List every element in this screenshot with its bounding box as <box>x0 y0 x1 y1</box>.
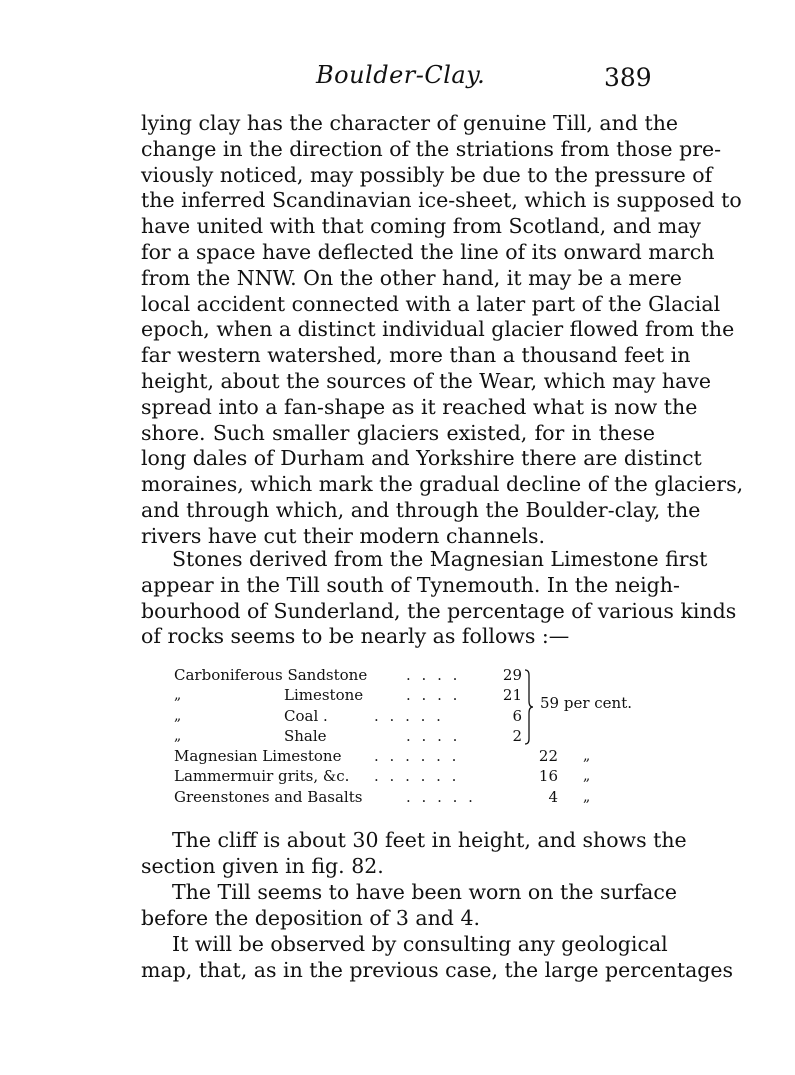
percentage-value: 4 <box>548 787 558 806</box>
text-line: rivers have cut their modern channels. <box>141 523 546 548</box>
dot-leaders: . . . . <box>406 666 461 684</box>
percentage-value: 29 <box>502 666 522 684</box>
text-line: map, that, as in the previous case, the large percentages <box>141 957 734 982</box>
text-line: local accident connected with a later part of the Glacial <box>141 291 721 316</box>
text-line: and through which, and through the Boulder-clay, the <box>141 497 701 522</box>
paragraph-3 <box>141 828 687 880</box>
group-total-label: 59 per cent. <box>540 694 633 712</box>
percentage-value: 22 <box>538 747 558 766</box>
percentage-value: 21 <box>502 686 522 705</box>
text-line: Stones derived from the Magnesian Limestone first <box>172 547 708 571</box>
rock-name: Magnesian Limestone <box>174 747 342 766</box>
ditto-per-cent: „ <box>583 748 591 765</box>
text-line: bourhood of Sunderland, the percentage of various kinds <box>141 598 737 623</box>
dot-leaders: . . . . . . <box>374 747 460 766</box>
percentage-value: 16 <box>538 767 558 786</box>
text-line: before the deposition of 3 and 4. <box>141 905 481 930</box>
text-line: from the NNW. On the other hand, it may be a mere <box>141 265 682 290</box>
dot-leaders: . . . . . . <box>374 767 460 786</box>
text-line: lying clay has the character of genuine Till, and the <box>141 111 679 135</box>
rock-percentage-table <box>174 665 644 807</box>
paragraph-2 <box>141 547 737 650</box>
table-row <box>174 726 644 746</box>
dot-leaders: . . . . <box>406 686 461 705</box>
text-line: moraines, which mark the gradual decline of the glaciers, <box>141 472 744 497</box>
dot-leaders: . . . . . <box>406 787 476 806</box>
text-line: long dales of Durham and Yorkshire there are distinct <box>141 446 702 471</box>
dot-leaders: . . . . <box>406 726 461 745</box>
table-row <box>174 787 644 807</box>
rock-name: Lammermuir grits, &c. <box>174 767 350 786</box>
table-row <box>174 746 644 766</box>
paragraph-4 <box>141 880 678 932</box>
right-brace-icon <box>524 669 534 745</box>
paragraph-5 <box>141 932 734 984</box>
rock-name: Coal . <box>284 706 328 725</box>
text-line: spread into a fan-shape as it reached what is now the <box>141 394 698 419</box>
text-line: epoch, when a distinct individual glacier flowed from the <box>141 317 735 342</box>
text-line: change in the direction of the striations from those pre- <box>141 136 722 161</box>
rock-name: Carboniferous Sandstone <box>174 666 368 684</box>
text-line: the inferred Scandinavian ice-sheet, which is supposed to <box>141 188 742 213</box>
rock-name: Shale <box>284 726 327 745</box>
text-line: section given in fig. 82. <box>141 853 384 878</box>
percentage-value: 2 <box>512 726 522 745</box>
text-line: shore. Such smaller glaciers existed, for in these <box>141 420 655 445</box>
table-row <box>174 766 644 786</box>
page-number: 389 <box>604 63 652 92</box>
table-row <box>174 665 644 685</box>
text-line: for a space have deflected the line of its onward march <box>141 239 715 264</box>
dot-leaders: . . . . . <box>374 706 444 725</box>
ditto-mark: „ <box>174 687 182 704</box>
text-line: far western watershed, more than a thousand feet in <box>141 343 691 368</box>
running-title: Boulder-Clay. <box>316 61 486 89</box>
text-line: The Till seems to have been worn on the surface <box>172 880 678 904</box>
ditto-mark: „ <box>174 727 182 744</box>
rock-name: Limestone <box>284 686 364 705</box>
ditto-per-cent: „ <box>583 788 591 805</box>
rock-name: Greenstones and Basalts <box>174 787 363 806</box>
text-line: appear in the Till south of Tynemouth. In the neigh- <box>141 572 680 597</box>
text-line: height, about the sources of the Wear, which may have <box>141 368 712 393</box>
text-line: The cliff is about 30 feet in height, and shows the <box>172 828 687 852</box>
text-line: have united with that coming from Scotland, and may <box>141 214 701 239</box>
text-line: It will be observed by consulting any geological <box>172 932 668 956</box>
text-line: viously noticed, may possibly be due to the pressure of <box>141 162 713 187</box>
ditto-mark: „ <box>174 707 182 724</box>
percentage-value: 6 <box>512 706 522 725</box>
paragraph-1 <box>141 111 744 550</box>
text-line: of rocks seems to be nearly as follows :— <box>141 624 570 649</box>
ditto-per-cent: „ <box>583 768 591 785</box>
